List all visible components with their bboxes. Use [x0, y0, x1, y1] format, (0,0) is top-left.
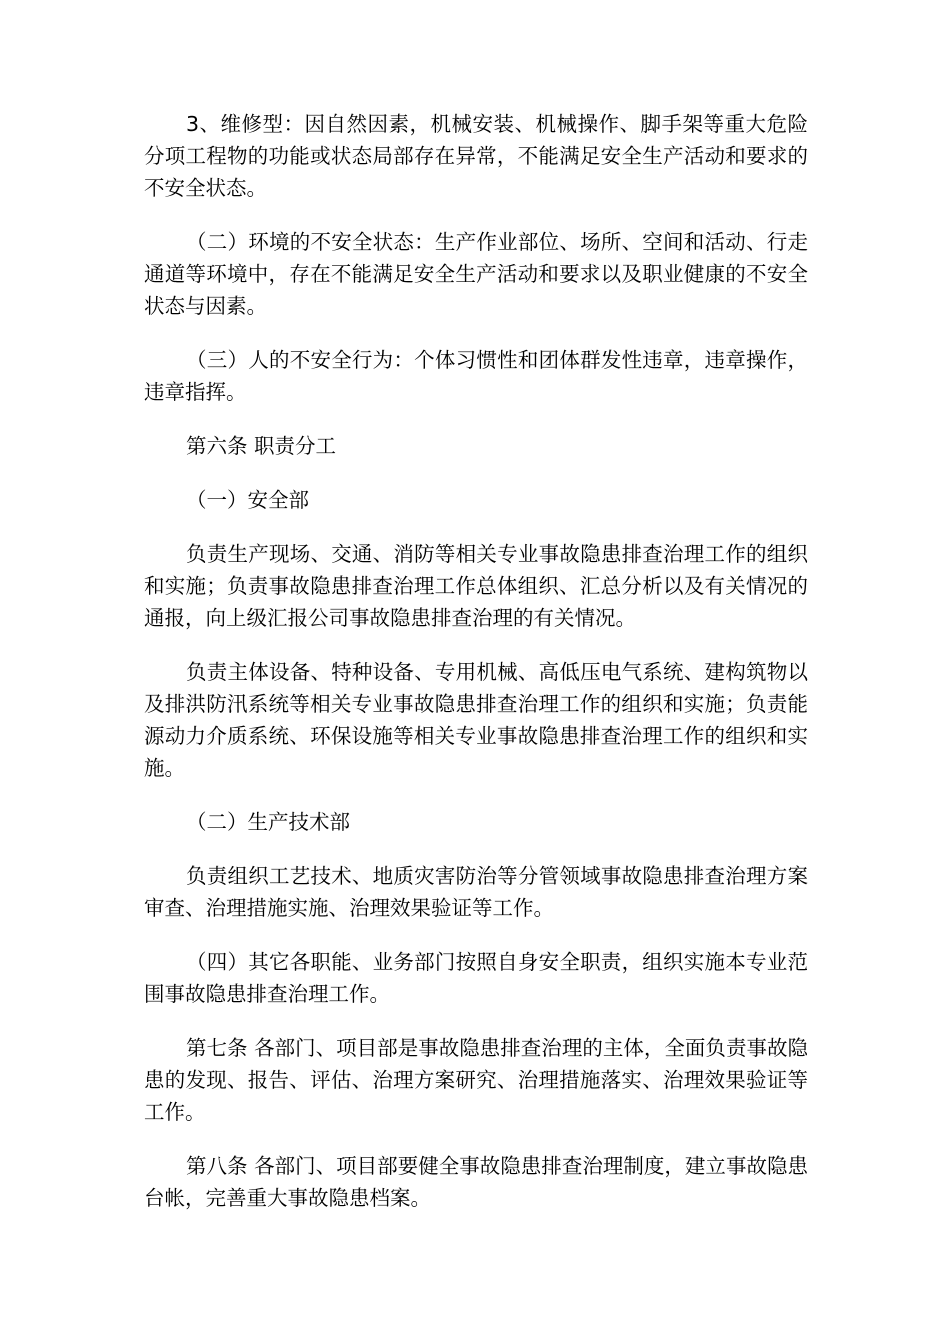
paragraph-safety-duties-1: 负责生产现场、交通、消防等相关专业事故隐患排查治理工作的组织和实施；负责事故隐患排查治理工作总体组织、汇总分析以及有关情况的通报，向上级汇报公司事故隐患排查治理的有关情况。: [144, 542, 808, 630]
article-seven: 第七条 各部门、项目部是事故隐患排查治理的主体，全面负责事故隐患的发现、报告、评估、治理方案研究、治理措施落实、治理效果验证等工作。: [144, 1036, 808, 1124]
section-production-technology: （二）生产技术部: [186, 810, 350, 834]
paragraph-maintenance-type: 3、维修型：因自然因素，机械安装、机械操作、脚手架等重大危险分项工程物的功能或状态局部存在异常，不能满足安全生产活动和要求的不安全状态。: [144, 112, 808, 200]
section-safety-department: （一）安全部: [186, 488, 309, 512]
paragraph-environment-unsafe-state: （二）环境的不安全状态：生产作业部位、场所、空间和活动、行走通道等环境中，存在不能满足安全生产活动和要求以及职业健康的不安全状态与因素。: [144, 230, 808, 318]
paragraph-production-duties: 负责组织工艺技术、地质灾害防治等分管领域事故隐患排查治理方案审查、治理措施实施、治理效果验证等工作。: [144, 864, 808, 920]
paragraph-safety-duties-2: 负责主体设备、特种设备、专用机械、高低压电气系统、建构筑物以及排洪防汛系统等相关专业事故隐患排查治理工作的组织和实施；负责能源动力介质系统、环保设施等相关专业事故隐患排查治理工作的组织和实施。: [144, 660, 808, 780]
article-six-heading: 第六条 职责分工: [186, 434, 337, 458]
paragraph-human-unsafe-behavior: （三）人的不安全行为：个体习惯性和团体群发性违章，违章操作，违章指挥。: [144, 348, 808, 404]
paragraph-other-departments: （四）其它各职能、业务部门按照自身安全职责，组织实施本专业范围事故隐患排查治理工作。: [144, 950, 808, 1006]
document-body: [144, 108, 808, 1236]
article-eight: 第八条 各部门、项目部要健全事故隐患排查治理制度，建立事故隐患台帐，完善重大事故隐患档案。: [144, 1154, 808, 1210]
